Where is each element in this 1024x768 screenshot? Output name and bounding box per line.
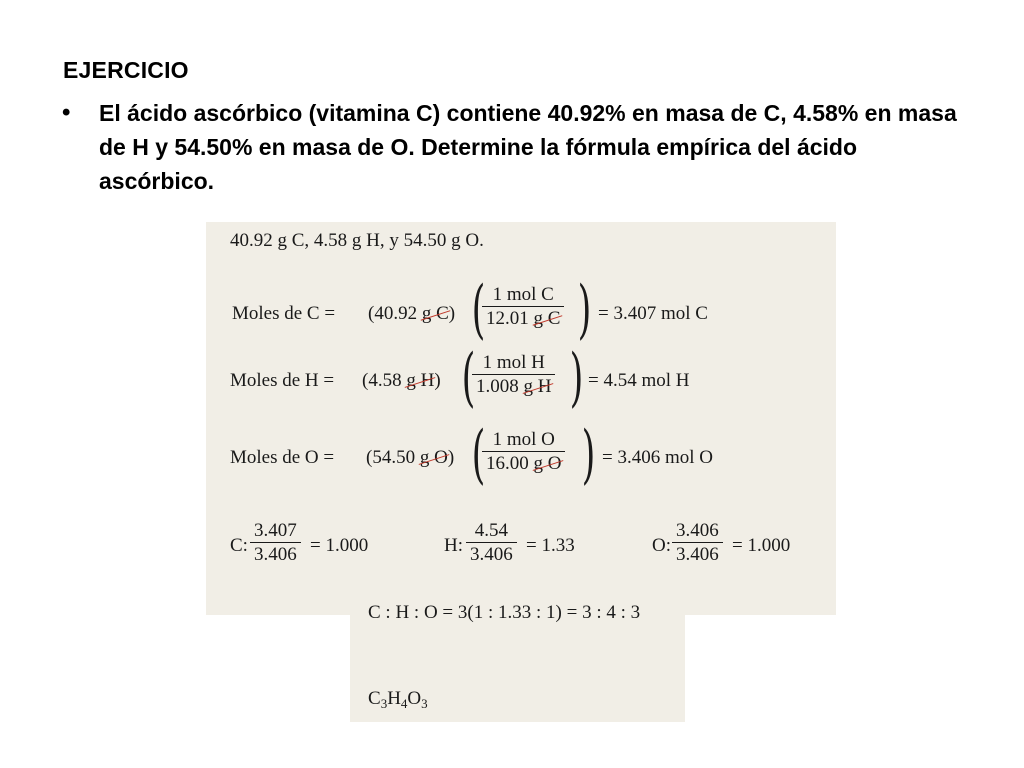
- frac-numerator: 1 mol H: [482, 352, 545, 373]
- solution-panel: [206, 222, 836, 615]
- cancel-mark: g O: [533, 453, 562, 474]
- moles-o-result: = 3.406 mol O: [602, 447, 713, 468]
- moles-h-lhs: Moles de H =: [230, 370, 335, 391]
- frac-denominator: 1.008 g H: [472, 374, 555, 398]
- moles-h-result: = 4.54 mol H: [588, 370, 690, 391]
- moles-o-lhs: Moles de O =: [230, 447, 335, 468]
- frac-numerator: 3.406: [676, 520, 719, 541]
- ratio-c-result: = 1.000: [310, 535, 369, 556]
- frac-denominator: 16.00 g O: [482, 451, 565, 475]
- ratio-c-label: C:: [230, 535, 248, 556]
- frac-numerator: 1 mol O: [492, 429, 555, 450]
- frac-denominator: 3.406: [672, 542, 723, 566]
- paren-open: (: [471, 273, 486, 347]
- cancel-mark: g H: [523, 376, 552, 397]
- cancel-mark: g H: [406, 370, 435, 391]
- masses-line: 40.92 g C, 4.58 g H, y 54.50 g O.: [230, 230, 484, 251]
- result-panel: [350, 590, 685, 722]
- moles-h-fraction: [472, 352, 555, 398]
- moles-o-fraction: [482, 429, 565, 475]
- moles-h-value: (4.58 g H): [362, 370, 441, 391]
- ratio-c-fraction: [250, 520, 301, 566]
- ratio-h-result: = 1.33: [526, 535, 575, 556]
- ratio-h-fraction: [466, 520, 517, 566]
- paren-open: (: [471, 418, 486, 492]
- paren-close: ): [577, 273, 592, 347]
- bullet-dot: •: [62, 99, 71, 126]
- paren-close: ): [569, 341, 584, 415]
- frac-denominator: 12.01 g C: [482, 306, 564, 330]
- paren-open: (: [461, 341, 476, 415]
- cancel-mark: g C: [533, 308, 561, 329]
- cancel-mark: g O: [419, 447, 448, 468]
- moles-c-value: (40.92 g C): [368, 303, 456, 324]
- frac-numerator: 3.407: [254, 520, 297, 541]
- frac-numerator: 4.54: [474, 520, 508, 541]
- moles-c-lhs: Moles de C =: [232, 303, 336, 324]
- ratio-o-result: = 1.000: [732, 535, 791, 556]
- moles-c-result: = 3.407 mol C: [598, 303, 708, 324]
- paren-close: ): [581, 418, 596, 492]
- cancel-mark: g C: [421, 303, 449, 324]
- ratio-o-label: O:: [652, 535, 671, 556]
- frac-denominator: 3.406: [466, 542, 517, 566]
- ratio-o-fraction: [672, 520, 723, 566]
- slide-title: EJERCICIO: [63, 57, 189, 83]
- ratio-line: C : H : O = 3(1 : 1.33 : 1) = 3 : 4 : 3: [368, 602, 641, 623]
- frac-numerator: 1 mol C: [492, 284, 554, 305]
- exercise-statement: El ácido ascórbico (vitamina C) contiene 40.92% en masa de C, 4.58% en masa de H y 54.50% en masa de O. Determine la fórmula empírica del ácido ascórbico.: [99, 100, 957, 194]
- frac-denominator: 3.406: [250, 542, 301, 566]
- moles-c-fraction: [482, 284, 564, 330]
- moles-o-value: (54.50 g O): [366, 447, 455, 468]
- ratio-h-label: H:: [444, 535, 463, 556]
- empirical-formula: $C_3H_4O_3$: [368, 688, 428, 711]
